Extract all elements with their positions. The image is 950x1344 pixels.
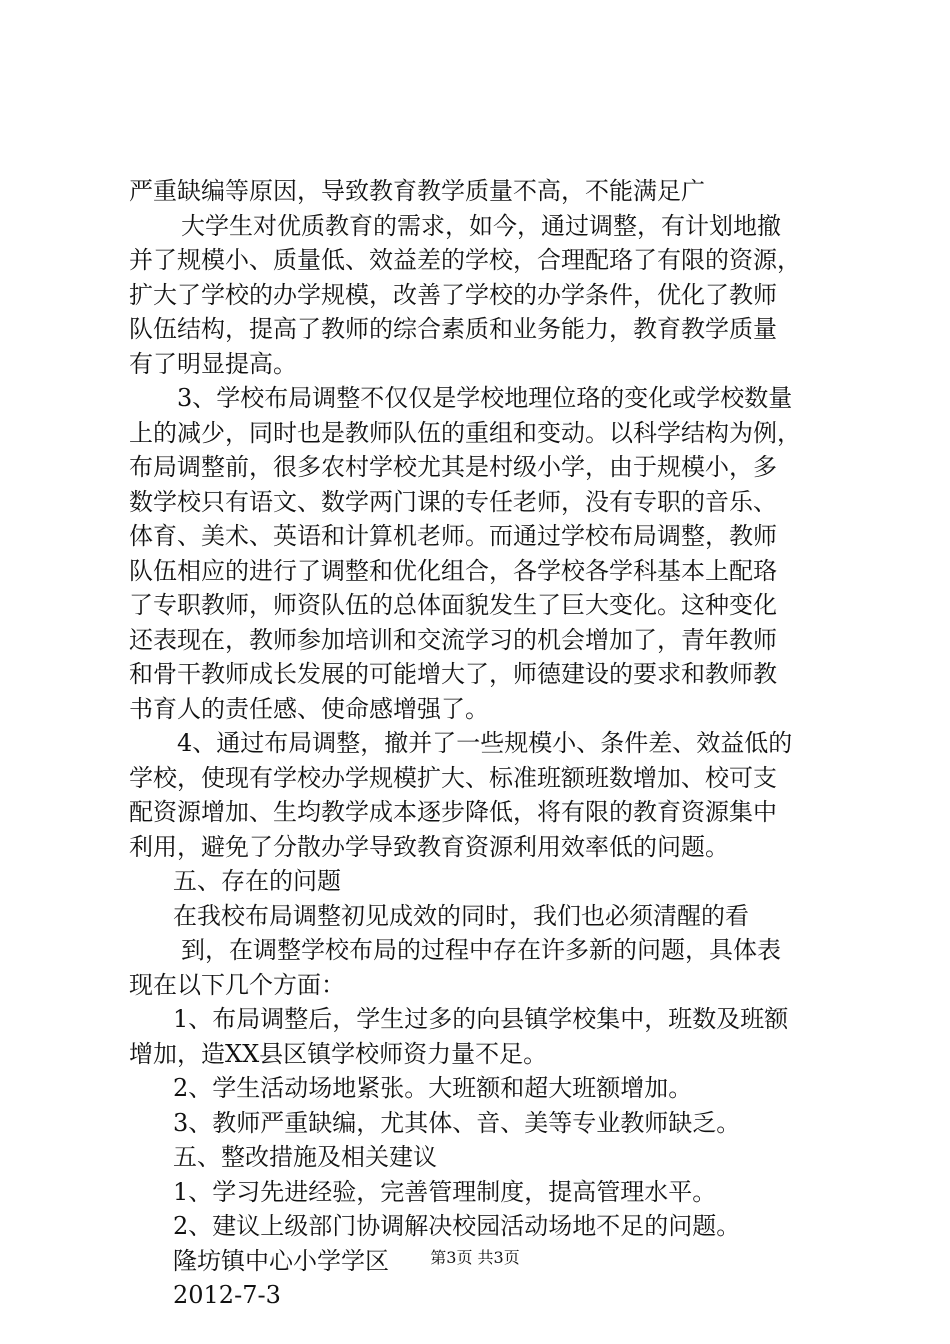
text-line: 学校，使现有学校办学规模扩大、标准班额班数增加、校可支: [129, 763, 777, 792]
text-line: 严重缺编等原因，导致教育教学质量不高，不能满足广: [129, 177, 705, 205]
text-line: 3、教师严重缺编，尤其体、音、美等专业教师缺乏。: [173, 1108, 741, 1137]
text-line: 布局调整前，很多农村学校尤其是村级小学，由于规模小，多: [129, 453, 777, 481]
text-line: 五、存在的问题: [173, 867, 341, 895]
text-line: 有了明显提高。: [129, 349, 297, 378]
text-line: 3、学校布局调整不仅仅是学校地理位珞的变化或学校数量: [177, 384, 793, 412]
text-line: 现在以下几个方面：: [129, 970, 345, 999]
text-line: 4、通过布局调整，撤并了一些规模小、条件差、效益低的: [177, 729, 793, 757]
text-line: 2、学生活动场地紧张。大班额和超大班额增加。: [173, 1074, 693, 1102]
text-line: 利用，避免了分散办学导致教育资源利用效率低的问题。: [129, 832, 729, 861]
text-line: 五、整改措施及相关建议: [173, 1143, 437, 1171]
text-line: 了专职教师，师资队伍的总体面貌发生了巨大变化。这种变化: [129, 591, 777, 619]
text-line: 队伍相应的进行了调整和优化组合，各学校各学科基本上配珞: [129, 556, 777, 585]
document-body: [129, 174, 839, 1313]
text-line: 2012-7-3: [173, 1281, 281, 1309]
text-line: 2、建议上级部门协调解决校园活动场地不足的问题。: [173, 1212, 741, 1240]
text-line: 数学校只有语文、数学两门课的专任老师，没有专职的音乐、: [129, 487, 777, 516]
text-line: 1、学习先进经验，完善管理制度，提高管理水平。: [173, 1177, 717, 1206]
text-line: 还表现在，教师参加培训和交流学习的机会增加了，青年教师: [129, 625, 777, 654]
text-line: 上的减少，同时也是教师队伍的重组和变动。以科学结构为例，: [129, 418, 801, 447]
text-line: 在我校布局调整初见成效的同时，我们也必须清醒的看: [173, 901, 749, 930]
text-line: 到，在调整学校布局的过程中存在许多新的问题，具体表: [181, 936, 781, 964]
text-line: 配资源增加、生均教学成本逐步降低，将有限的教育资源集中: [129, 798, 777, 826]
text-line: 并了规模小、质量低、效益差的学校，合理配珞了有限的资源，: [129, 246, 801, 274]
text-line: 1、布局调整后，学生过多的向县镇学校集中，班数及班额: [173, 1005, 789, 1033]
text-line: 体育、美术、英语和计算机老师。而通过学校布局调整，教师: [129, 522, 777, 550]
text-line: 队伍结构，提高了教师的综合素质和业务能力，教育教学质量: [129, 315, 777, 343]
text-line: 和骨干教师成长发展的可能增大了，师德建设的要求和教师教: [129, 660, 777, 688]
text-line: 隆坊镇中心小学学区: [173, 1246, 389, 1275]
page-footer: 第3页 共3页: [430, 1248, 520, 1267]
text-line: 大学生对优质教育的需求，如今，通过调整，有计划地撤: [181, 211, 781, 240]
text-line: 书育人的责任感、使命感增强了。: [129, 694, 489, 723]
text-line: 增加，造XX县区镇学校师资力量不足。: [129, 1039, 548, 1068]
text-line: 扩大了学校的办学规模，改善了学校的办学条件，优化了教师: [129, 280, 777, 309]
